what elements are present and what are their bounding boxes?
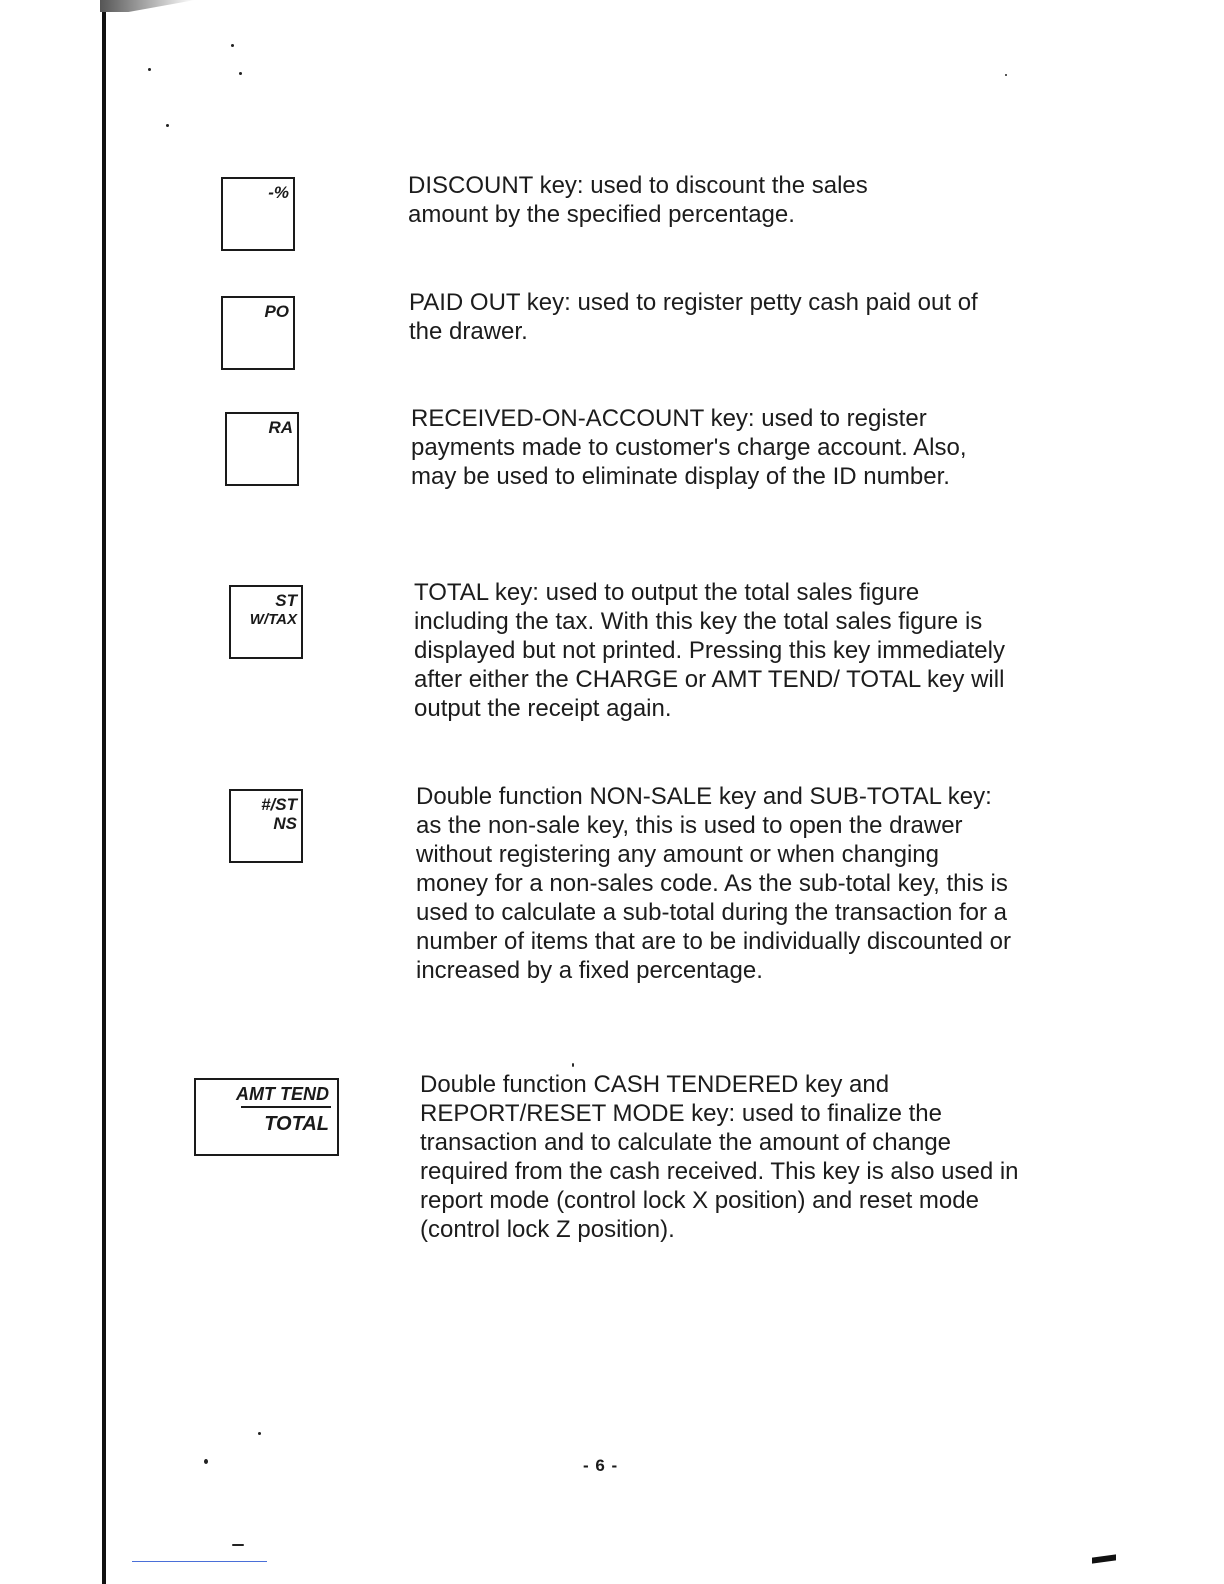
scan-corner — [100, 0, 195, 12]
amt-tend-key-divider — [241, 1106, 331, 1108]
non-sale-subtotal-key-description: Double function NON-SALE key and SUB-TOTAL key: as the non-sale key, this is used to open the drawer without registering any amount or when changing money for a non-sales code. As the sub-total key, this is used to calculate a sub-total during the transaction for a number of items that are to be individually discounted or increased by a fixed percentage. — [416, 783, 1011, 984]
received-on-account-key-description: RECEIVED-ON-ACCOUNT key: used to register payments made to customer's charge account. Also, may be used to eliminate display of the ID number. — [411, 405, 967, 490]
scan-speck — [166, 124, 169, 127]
discount-key-description: DISCOUNT key: used to discount the sales amount by the specified percentage. — [408, 172, 868, 228]
scan-speck — [258, 1432, 261, 1435]
scan-edge — [102, 0, 106, 1584]
total-key-description: TOTAL key: used to output the total sales figure including the tax. With this key the total sales figure is displayed but not printed. Pressing this key immediately after either the CHARGE or AMT TEND/ TOTAL key will output the receipt again. — [414, 579, 1005, 722]
scan-speck — [572, 1063, 574, 1067]
scan-speck — [204, 1459, 208, 1464]
total-key-label-line2: W/TAX — [249, 611, 297, 628]
received-on-account-key-label: RA — [268, 418, 293, 437]
non-sale-subtotal-key-icon — [229, 789, 303, 863]
paid-out-key-icon — [221, 296, 295, 370]
non-sale-subtotal-key-label-line2: NS — [273, 814, 297, 833]
amt-tend-total-key-description: Double function CASH TENDERED key and REPORT/RESET MODE key: used to finalize the transaction and to calculate the amount of change required from the cash received. This key is also used in report mode (control lock X position) and reset mode (control lock Z position). — [420, 1071, 1019, 1243]
amt-tend-key-label: AMT TEND — [236, 1084, 329, 1104]
total-key-label-line1: ST — [275, 591, 297, 610]
page-number: - 6 - — [583, 1456, 619, 1475]
amt-tend-total-key-icon — [194, 1078, 339, 1156]
discount-key-icon — [221, 177, 295, 251]
scan-speck — [148, 68, 151, 71]
non-sale-subtotal-key-label-line1: #/ST — [261, 795, 297, 814]
paid-out-key-description: PAID OUT key: used to register petty cash paid out of the drawer. — [409, 289, 978, 345]
discount-key-label: -% — [268, 183, 289, 202]
scan-speck — [231, 44, 234, 47]
total-key-label: TOTAL — [264, 1113, 329, 1135]
paid-out-key-label: PO — [264, 302, 289, 321]
total-key-icon — [229, 585, 303, 659]
scan-speck — [239, 72, 242, 75]
scan-line — [132, 1561, 267, 1562]
received-on-account-key-icon — [225, 412, 299, 486]
scan-mark — [1092, 1554, 1116, 1563]
scan-speck — [232, 1544, 244, 1546]
scan-speck — [1005, 74, 1007, 76]
